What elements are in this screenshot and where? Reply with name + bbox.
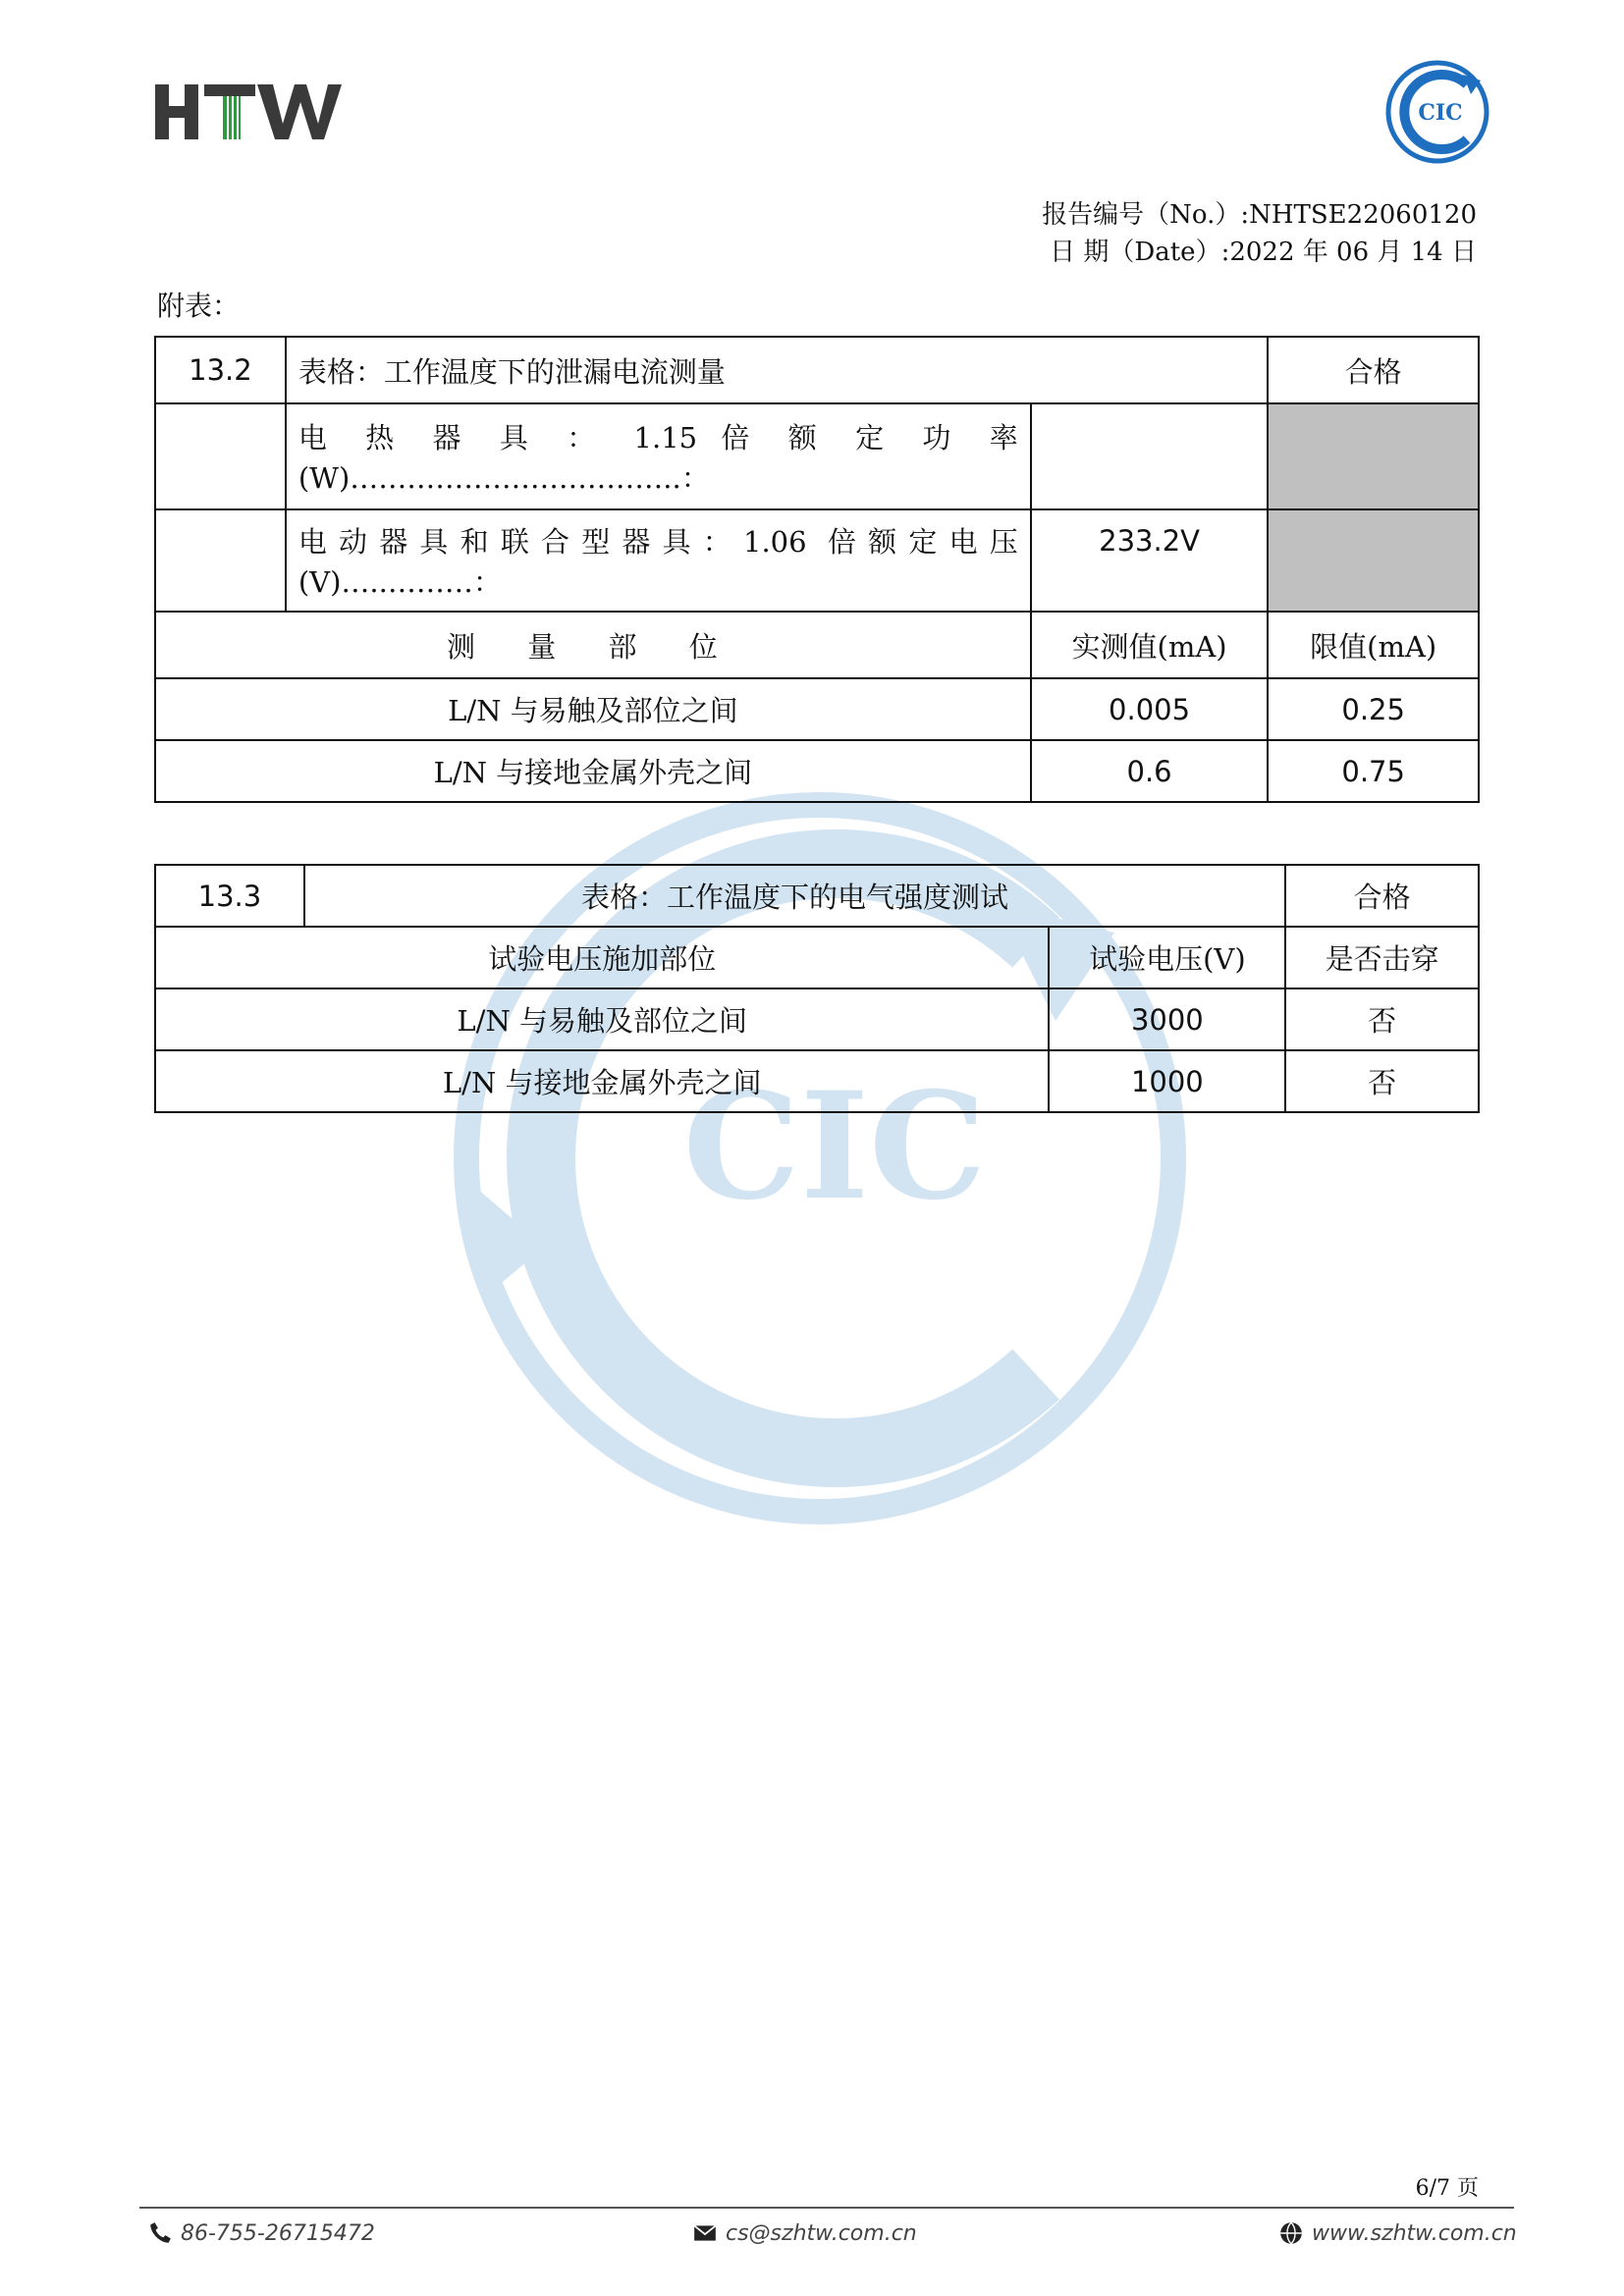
phone-icon xyxy=(147,2220,173,2246)
table-title: 表格：工作温度下的电气强度测试 xyxy=(304,865,1285,927)
footer-email xyxy=(692,2220,917,2246)
footer-phone xyxy=(147,2220,375,2246)
voltage-cell: 3000 xyxy=(1049,988,1285,1050)
motor-condition-line2: (V)…..………： xyxy=(298,565,502,599)
globe-icon xyxy=(1278,2220,1304,2246)
column-header-limit: 限值(mA) xyxy=(1268,612,1479,678)
electric-strength-table xyxy=(154,864,1480,1113)
verdict: 合格 xyxy=(1268,337,1479,403)
page-number: 6/7 页 xyxy=(1415,2176,1479,2201)
column-header-location: 测 量 部 位 xyxy=(155,612,1031,678)
phone-text: 86-755-26715472 xyxy=(181,2220,375,2246)
measured-cell: 0.6 xyxy=(1031,740,1269,802)
email-text[interactable]: cs@szhtw.com.cn xyxy=(726,2220,917,2246)
limit-cell: 0.25 xyxy=(1268,678,1479,740)
column-header-breakdown: 是否击穿 xyxy=(1285,927,1479,988)
clause-number: 13.2 xyxy=(155,337,286,403)
breakdown-cell: 否 xyxy=(1285,1050,1479,1112)
table-row xyxy=(155,740,1479,802)
htw-logo xyxy=(155,80,342,143)
gray-cell xyxy=(1268,509,1479,612)
cic-logo-text: CIC xyxy=(1418,100,1463,126)
breakdown-cell: 否 xyxy=(1285,988,1479,1050)
location-cell: L/N 与易触及部位之间 xyxy=(155,988,1049,1050)
table-row xyxy=(155,678,1479,740)
column-header-location: 试验电压施加部位 xyxy=(155,927,1049,988)
verdict: 合格 xyxy=(1285,865,1479,927)
leakage-current-table xyxy=(154,336,1480,803)
location-cell: L/N 与易触及部位之间 xyxy=(155,678,1031,740)
empty-cell xyxy=(155,509,286,612)
report-date: 日 期（Date）:2022 年 06 月 14 日 xyxy=(1050,238,1477,267)
watermark-text: CIC xyxy=(682,1060,987,1233)
report-meta xyxy=(1042,196,1477,271)
heater-condition-line2: (W)……………………………..： xyxy=(298,461,710,495)
clause-number: 13.3 xyxy=(155,865,304,927)
table-title: 表格：工作温度下的泄漏电流测量 xyxy=(286,337,1269,403)
motor-condition-line1: 电动器具和联合型器具：1.06 倍额定电压 xyxy=(298,525,1018,559)
motor-condition xyxy=(286,509,1031,612)
table-row xyxy=(155,988,1479,1050)
report-number: 报告编号（No.）:NHTSE22060120 xyxy=(1042,200,1477,230)
gray-cell xyxy=(1268,403,1479,509)
voltage-cell: 1000 xyxy=(1049,1050,1285,1112)
column-header-measured: 实测值(mA) xyxy=(1031,612,1269,678)
location-cell: L/N 与接地金属外壳之间 xyxy=(155,1050,1049,1112)
location-cell: L/N 与接地金属外壳之间 xyxy=(155,740,1031,802)
measured-cell: 0.005 xyxy=(1031,678,1269,740)
cic-logo xyxy=(1384,59,1490,165)
limit-cell: 0.75 xyxy=(1268,740,1479,802)
footer-website xyxy=(1278,2220,1517,2246)
website-text[interactable]: www.szhtw.com.cn xyxy=(1312,2220,1517,2246)
footer-divider xyxy=(139,2207,1514,2209)
heater-value xyxy=(1031,403,1269,509)
heater-condition-line1: 电 热 器 具 ： 1.15 倍 额 定 功 率 xyxy=(298,421,1018,454)
attachment-label: 附表： xyxy=(157,290,241,322)
table-row xyxy=(155,1050,1479,1112)
motor-value: 233.2V xyxy=(1031,509,1269,612)
column-header-voltage: 试验电压(V) xyxy=(1049,927,1285,988)
heater-condition xyxy=(286,403,1031,509)
envelope-icon xyxy=(692,2220,718,2246)
empty-cell xyxy=(155,403,286,509)
